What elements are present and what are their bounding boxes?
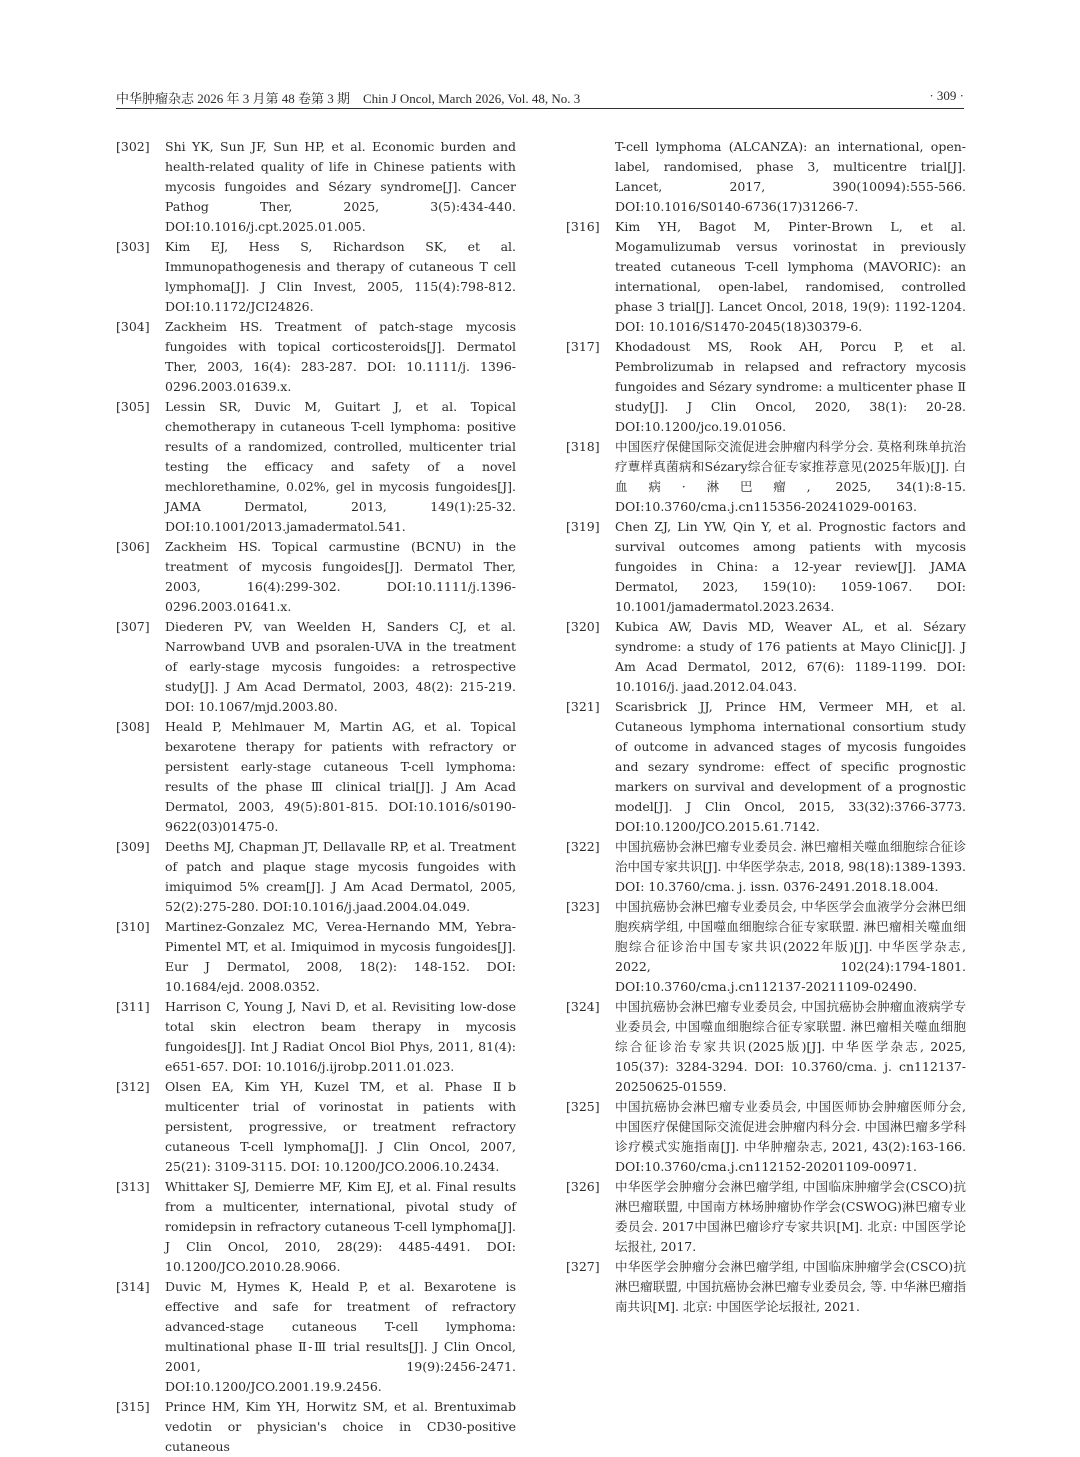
reference-text: Deeths MJ, Chapman JT, Dellavalle RP, et al. Treatment of patch and plaque stage mycosis fungoides with imiquimod 5% cream[J]. J Am Acad Dermatol, 2005, 52(2):275-280. DOI:10.1016/j.jaad.2004.04.049.: [165, 839, 516, 914]
reference-number: [304]: [116, 319, 150, 334]
reference-text: Kubica AW, Davis MD, Weaver AL, et al. Sézary syndrome: a study of 176 patients at Mayo Clinic[J]. J Am Acad Dermatol, 2012, 67(6): 1189-1199. DOI: 10.1016/j. jaad.2012.04.043.: [615, 619, 966, 694]
reference-number: [324]: [566, 999, 600, 1014]
reference-number: [314]: [116, 1279, 150, 1294]
reference-number: [316]: [566, 219, 600, 234]
reference-text: Kim YH, Bagot M, Pinter-Brown L, et al. Mogamulizumab versus vorinostat in previously treated cutaneous T-cell lymphoma (MAVORIC): an international, open-label, randomised, controlled phase 3 trial[J]. Lancet Oncol, 2018, 19(9): 1192-1204. DOI: 10.1016/S1470-2045(18)30379-6.: [615, 219, 966, 334]
reference-text: Olsen EA, Kim YH, Kuzel TM, et al. Phase Ⅱb multicenter trial of vorinostat in patients with persistent, progressive, or treatment refractory cutaneous T-cell lymphoma[J]. J Clin Oncol, 2007, 25(21): 3109-3115. DOI: 10.1200/JCO.2006.10.2434.: [165, 1079, 516, 1174]
reference-item: [566, 1177, 966, 1257]
running-header: [116, 86, 964, 109]
reference-item: [116, 397, 516, 537]
reference-item: [566, 1257, 966, 1317]
reference-item: [116, 617, 516, 717]
reference-item: [116, 917, 516, 997]
reference-text: 中华医学会肿瘤分会淋巴瘤学组, 中国临床肿瘤学会(CSCO)抗淋巴瘤联盟, 中国抗癌协会淋巴瘤专业委员会, 等. 中华淋巴瘤指南共识[M]. 北京: 中国医学论坛报社, 2021.: [615, 1259, 966, 1314]
reference-item: [566, 617, 966, 697]
reference-number: [312]: [116, 1079, 150, 1094]
reference-item: [566, 517, 966, 617]
reference-text: Harrison C, Young J, Navi D, et al. Revisiting low-dose total skin electron beam therapy in mycosis fungoides[J]. Int J Radiat Oncol Biol Phys, 2011, 81(4): e651-657. DOI: 10.1016/j.ijrobp.2011.01.023.: [165, 999, 516, 1074]
reference-number: [325]: [566, 1099, 600, 1114]
reference-column-left: [116, 137, 516, 1457]
reference-text: Khodadoust MS, Rook AH, Porcu P, et al. Pembrolizumab in relapsed and refractory mycosis fungoides and Sézary syndrome: a multicenter phase Ⅱ study[J]. J Clin Oncol, 2020, 38(1): 20-28. DOI:10.1200/jco.19.01056.: [615, 339, 966, 434]
reference-text: 中国抗癌协会淋巴瘤专业委员会. 淋巴瘤相关噬血细胞综合征诊治中国专家共识[J]. 中华医学杂志, 2018, 98(18):1389-1393. DOI: 10.3760/cma. j. issn. 0376-2491.2018.18.004.: [615, 839, 966, 894]
reference-text: Kim EJ, Hess S, Richardson SK, et al. Immunopathogenesis and therapy of cutaneous T cell lymphoma[J]. J Clin Invest, 2005, 115(4):798-812. DOI:10.1172/JCI24826.: [165, 239, 516, 314]
reference-text: Zackheim HS. Topical carmustine (BCNU) in the treatment of mycosis fungoides[J]. Dermatol Ther, 2003, 16(4):299-302. DOI:10.1111/j.1396-0296.2003.01641.x.: [165, 539, 516, 614]
reference-item: [566, 437, 966, 517]
reference-text: Zackheim HS. Treatment of patch-stage mycosis fungoides with topical corticosteroids[J]. Dermatol Ther, 2003, 16(4): 283-287. DOI: 10.1111/j. 1396-0296.2003.01639.x.: [165, 319, 516, 394]
reference-number: [315]: [116, 1399, 150, 1414]
reference-number: [308]: [116, 719, 150, 734]
reference-number: [306]: [116, 539, 150, 554]
reference-text: Prince HM, Kim YH, Horwitz SM, et al. Brentuximab vedotin or physician's choice in CD30-positive cutaneous: [165, 1399, 516, 1454]
reference-number: [305]: [116, 399, 150, 414]
reference-number: [302]: [116, 139, 150, 154]
reference-number: [309]: [116, 839, 150, 854]
reference-item: [566, 897, 966, 997]
reference-item: [116, 137, 516, 237]
reference-number: [321]: [566, 699, 600, 714]
reference-text: Chen ZJ, Lin YW, Qin Y, et al. Prognostic factors and survival outcomes among patients with mycosis fungoides in China: a 12-year review[J]. JAMA Dermatol, 2023, 159(10): 1059-1067. DOI: 10.1001/jamadermatol.2023.2634.: [615, 519, 966, 614]
reference-number: [327]: [566, 1259, 600, 1274]
reference-number: [320]: [566, 619, 600, 634]
reference-number: [317]: [566, 339, 600, 354]
reference-item: [116, 1077, 516, 1177]
reference-text: 中国抗癌协会淋巴瘤专业委员会, 中国医师协会肿瘤医师分会, 中国医疗保健国际交流促进会肿瘤内科分会. 中国淋巴瘤多学科诊疗模式实施指南[J]. 中华肿瘤杂志, 2021, 43(2):163-166. DOI:10.3760/cma.j.cn112152-20201109-00971.: [615, 1099, 966, 1174]
reference-item: [566, 697, 966, 837]
reference-number: [326]: [566, 1179, 600, 1194]
reference-text: Whittaker SJ, Demierre MF, Kim EJ, et al. Final results from a multicenter, international, pivotal study of romidepsin in refractory cutaneous T-cell lymphoma[J]. J Clin Oncol, 2010, 28(29): 4485-4491. DOI: 10.1200/JCO.2010.28.9066.: [165, 1179, 516, 1274]
reference-item: [116, 997, 516, 1077]
reference-item: [566, 337, 966, 437]
reference-number: [319]: [566, 519, 600, 534]
reference-text: Diederen PV, van Weelden H, Sanders CJ, et al. Narrowband UVB and psoralen-UVA in the treatment of early-stage mycosis fungoides: a retrospective study[J]. J Am Acad Dermatol, 2003, 48(2): 215-219. DOI: 10.1067/mjd.2003.80.: [165, 619, 516, 714]
reference-text: Lessin SR, Duvic M, Guitart J, et al. Topical chemotherapy in cutaneous T-cell lymphoma: positive results of a randomized, controlled, multicenter trial testing the efficacy and safety of a novel mechlorethamine, 0.02%, gel in mycosis fungoides[J]. JAMA Dermatol, 2013, 149(1):25-32. DOI:10.1001/2013.jamadermatol.541.: [165, 399, 516, 534]
reference-text: 中华医学会肿瘤分会淋巴瘤学组, 中国临床肿瘤学会(CSCO)抗淋巴瘤联盟, 中国南方林场肿瘤协作学会(CSWOG)淋巴瘤专业委员会. 2017中国淋巴瘤诊疗专家共识[M]. 北京: 中国医学论坛报社, 2017.: [615, 1179, 966, 1254]
reference-number: [323]: [566, 899, 600, 914]
page-number: · 309 ·: [929, 88, 964, 103]
reference-text: 中国抗癌协会淋巴瘤专业委员会, 中国抗癌协会肿瘤血液病学专业委员会, 中国噬血细胞综合征专家联盟. 淋巴瘤相关噬血细胞综合征诊治专家共识(2025版)[J]. 中华医学杂志, 2025, 105(37): 3284-3294. DOI: 10.3760/cma. j. cn112137-20250625-01559.: [615, 999, 966, 1094]
reference-column-right: [566, 137, 966, 1317]
reference-item: [116, 537, 516, 617]
reference-item: [116, 837, 516, 917]
reference-text: Duvic M, Hymes K, Heald P, et al. Bexarotene is effective and safe for treatment of refractory advanced-stage cutaneous T-cell lymphoma: multinational phase Ⅱ-Ⅲ trial results[J]. J Clin Oncol, 2001, 19(9):2456-2471. DOI:10.1200/JCO.2001.19.9.2456.: [165, 1279, 516, 1394]
reference-item: [566, 217, 966, 337]
reference-item: [566, 837, 966, 897]
reference-item: [116, 717, 516, 837]
reference-text: 中国医疗保健国际交流促进会肿瘤内科学分会. 莫格利珠单抗治疗蕈样真菌病和Sézary综合征专家推荐意见(2025年版)[J]. 白血病·淋巴瘤, 2025, 34(1):8-15. DOI:10.3760/cma.j.cn115356-20241029-00163.: [615, 439, 966, 514]
journal-citation: 中华肿瘤杂志 2026 年 3 月第 48 卷第 3 期 Chin J Oncol, March 2026, Vol. 48, No. 3: [116, 91, 581, 106]
reference-item: [116, 237, 516, 317]
reference-item: [116, 317, 516, 397]
reference-number: [311]: [116, 999, 150, 1014]
reference-text: Shi YK, Sun JF, Sun HP, et al. Economic burden and health-related quality of life in Chinese patients with mycosis fungoides and Sézary syndrome[J]. Cancer Pathog Ther, 2025, 3(5):434-440. DOI:10.1016/j.cpt.2025.01.005.: [165, 139, 516, 234]
reference-item: [116, 1397, 516, 1457]
reference-text: Scarisbrick JJ, Prince HM, Vermeer MH, et al. Cutaneous lymphoma international consortium study of outcome in advanced stages of mycosis fungoides and sezary syndrome: effect of specific prognostic markers on survival and development of a prognostic model[J]. J Clin Oncol, 2015, 33(32):3766-3773. DOI:10.1200/JCO.2015.61.7142.: [615, 699, 966, 834]
reference-number: [307]: [116, 619, 150, 634]
reference-number: [313]: [116, 1179, 150, 1194]
reference-item: [116, 1177, 516, 1277]
reference-number: [318]: [566, 439, 600, 454]
reference-number: [310]: [116, 919, 150, 934]
reference-item: [566, 1097, 966, 1177]
reference-number: [322]: [566, 839, 600, 854]
reference-text: 中国抗癌协会淋巴瘤专业委员会, 中华医学会血液学分会淋巴细胞疾病学组, 中国噬血细胞综合征专家联盟. 淋巴瘤相关噬血细胞综合征诊治中国专家共识(2022年版)[J]. 中华医学杂志, 2022, 102(24):1794-1801. DOI:10.3760/cma.j.cn112137-20211109-02490.: [615, 899, 966, 994]
reference-item-continued: [566, 137, 966, 217]
reference-text: Heald P, Mehlmauer M, Martin AG, et al. Topical bexarotene therapy for patients with refractory or persistent early-stage cutaneous T-cell lymphoma: results of the phase Ⅲ clinical trial[J]. J Am Acad Dermatol, 2003, 49(5):801-815. DOI:10.1016/s0190-9622(03)01475-0.: [165, 719, 516, 834]
reference-number: [303]: [116, 239, 150, 254]
reference-item: [116, 1277, 516, 1397]
reference-text: Martinez-Gonzalez MC, Verea-Hernando MM, Yebra-Pimentel MT, et al. Imiquimod in mycosis fungoides[J]. Eur J Dermatol, 2008, 18(2): 148-152. DOI: 10.1684/ejd. 2008.0352.: [165, 919, 516, 994]
reference-item: [566, 997, 966, 1097]
reference-text: T-cell lymphoma (ALCANZA): an international, open-label, randomised, phase 3, multicentre trial[J]. Lancet, 2017, 390(10094):555-566. DOI:10.1016/S0140-6736(17)31266-7.: [615, 139, 966, 214]
